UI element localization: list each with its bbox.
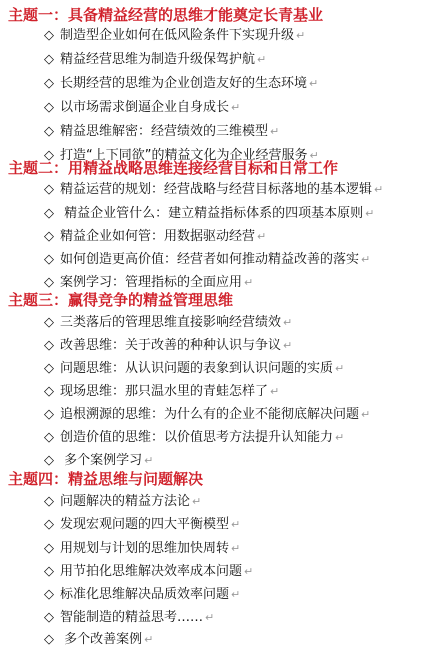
diamond-bullet-icon: ◇ xyxy=(44,124,54,139)
diamond-bullet-icon: ◇ xyxy=(44,541,54,556)
diamond-bullet-icon: ◇ xyxy=(44,315,54,330)
section-4-heading: 主题四：精益思维与问题解决 xyxy=(8,470,204,488)
diamond-bullet-icon: ◇ xyxy=(44,182,54,197)
section-4-item xyxy=(44,563,253,581)
section-3-item xyxy=(44,406,370,424)
section-3-item xyxy=(44,452,153,470)
section-3-heading: 主题三：赢得竞争的精益管理思维 xyxy=(8,291,234,309)
diamond-bullet-icon: ◇ xyxy=(44,610,54,625)
section-1-item xyxy=(44,75,318,93)
item-text: 问题解决的精益方法论 xyxy=(60,494,191,509)
item-text: 如何创造更高价值：经营者如何推动精益改善的落实 xyxy=(60,252,360,267)
section-1-heading: 主题一：具备精益经营的思维才能奠定长青基业 xyxy=(8,6,324,24)
paragraph-mark-icon: ↵ xyxy=(309,77,319,90)
section-2-item xyxy=(44,251,370,269)
paragraph-mark-icon: ↵ xyxy=(231,518,241,531)
item-text: 制造型企业如何在低风险条件下实现升级 xyxy=(60,28,295,43)
diamond-bullet-icon: ◇ xyxy=(44,453,54,468)
section-4-item xyxy=(44,586,240,604)
paragraph-mark-icon: ↵ xyxy=(231,101,241,114)
paragraph-mark-icon: ↵ xyxy=(365,207,375,220)
diamond-bullet-icon: ◇ xyxy=(44,275,54,290)
section-3-item xyxy=(44,429,344,447)
item-text: 多个案例学习 xyxy=(60,453,143,468)
paragraph-mark-icon: ↵ xyxy=(192,495,202,508)
diamond-bullet-icon: ◇ xyxy=(44,100,54,115)
section-1-item xyxy=(44,123,279,141)
diamond-bullet-icon: ◇ xyxy=(44,430,54,445)
item-text: 现场思维：那只温水里的青蛙怎样了 xyxy=(60,384,269,399)
section-1-item xyxy=(44,27,305,45)
section-3-item xyxy=(44,337,292,355)
diamond-bullet-icon: ◇ xyxy=(44,52,54,67)
section-1-item xyxy=(44,51,266,69)
section-3-item xyxy=(44,314,292,332)
item-text: 打造“上下同欲”的精益文化为企业经营服务 xyxy=(60,148,308,163)
section-4-item xyxy=(44,493,201,511)
section-3-item xyxy=(44,383,279,401)
item-text: 问题思维：从认识问题的表象到认识问题的实质 xyxy=(60,361,334,376)
item-text: 多个改善案例 xyxy=(60,632,143,647)
item-text: 精益思维解密：经营绩效的三维模型 xyxy=(60,124,269,139)
section-3-item xyxy=(44,360,344,378)
paragraph-mark-icon: ↵ xyxy=(244,565,254,578)
item-text: 长期经营的思维为企业创造友好的生态环境 xyxy=(60,76,308,91)
section-4-item xyxy=(44,631,153,649)
paragraph-mark-icon: ↵ xyxy=(231,542,241,555)
paragraph-mark-icon: ↵ xyxy=(283,316,293,329)
item-text: 追根溯源的思维：为什么有的企业不能彻底解决问题 xyxy=(60,407,360,422)
paragraph-mark-icon: ↵ xyxy=(205,611,215,624)
item-text: 发现宏观问题的四大平衡模型 xyxy=(60,517,230,532)
paragraph-mark-icon: ↵ xyxy=(144,454,154,467)
diamond-bullet-icon: ◇ xyxy=(44,148,54,163)
paragraph-mark-icon: ↵ xyxy=(257,230,267,243)
diamond-bullet-icon: ◇ xyxy=(44,632,54,647)
item-text: 案例学习：管理指标的全面应用 xyxy=(60,275,243,290)
diamond-bullet-icon: ◇ xyxy=(44,494,54,509)
paragraph-mark-icon: ↵ xyxy=(374,183,384,196)
diamond-bullet-icon: ◇ xyxy=(44,28,54,43)
section-2-item xyxy=(44,181,383,199)
section-4-item xyxy=(44,516,240,534)
item-text: 智能制造的精益思考…… xyxy=(60,610,204,625)
paragraph-mark-icon: ↵ xyxy=(335,431,345,444)
paragraph-mark-icon: ↵ xyxy=(270,385,280,398)
diamond-bullet-icon: ◇ xyxy=(44,76,54,91)
paragraph-mark-icon: ↵ xyxy=(244,276,254,289)
paragraph-mark-icon: ↵ xyxy=(309,149,319,162)
item-text: 以市场需求倒逼企业自身成长 xyxy=(60,100,230,115)
paragraph-mark-icon: ↵ xyxy=(257,53,267,66)
section-4-item xyxy=(44,540,240,558)
item-text: 精益企业如何管：用数据驱动经营 xyxy=(60,229,256,244)
section-1-item xyxy=(44,99,240,117)
paragraph-mark-icon: ↵ xyxy=(296,29,306,42)
diamond-bullet-icon: ◇ xyxy=(44,206,54,221)
item-text: 标准化思维解决品质效率问题 xyxy=(60,587,230,602)
item-text: 改善思维：关于改善的种种认识与争议 xyxy=(60,338,282,353)
diamond-bullet-icon: ◇ xyxy=(44,338,54,353)
section-2-heading: 主题二：用精益战略思维连接经营目标和日常工作 xyxy=(8,159,339,177)
paragraph-mark-icon: ↵ xyxy=(144,633,154,646)
paragraph-mark-icon: ↵ xyxy=(335,362,345,375)
diamond-bullet-icon: ◇ xyxy=(44,587,54,602)
item-text: 用节拍化思维解决效率成本问题 xyxy=(60,564,243,579)
paragraph-mark-icon: ↵ xyxy=(231,588,241,601)
item-text: 三类落后的管理思维直接影响经营绩效 xyxy=(60,315,282,330)
diamond-bullet-icon: ◇ xyxy=(44,229,54,244)
diamond-bullet-icon: ◇ xyxy=(44,361,54,376)
paragraph-mark-icon: ↵ xyxy=(283,339,293,352)
diamond-bullet-icon: ◇ xyxy=(44,564,54,579)
diamond-bullet-icon: ◇ xyxy=(44,252,54,267)
diamond-bullet-icon: ◇ xyxy=(44,384,54,399)
diamond-bullet-icon: ◇ xyxy=(44,517,54,532)
item-text: 精益经营思维为制造升级保驾护航 xyxy=(60,52,256,67)
section-2-item xyxy=(44,228,266,246)
item-text: 用规划与计划的思维加快周转 xyxy=(60,541,230,556)
paragraph-mark-icon: ↵ xyxy=(361,253,371,266)
item-text: 创造价值的思维：以价值思考方法提升认知能力 xyxy=(60,430,334,445)
paragraph-mark-icon: ↵ xyxy=(270,125,280,138)
paragraph-mark-icon: ↵ xyxy=(361,408,371,421)
section-4-item xyxy=(44,609,214,627)
item-text: 精益运营的规划：经营战略与经营目标落地的基本逻辑 xyxy=(60,182,373,197)
diamond-bullet-icon: ◇ xyxy=(44,407,54,422)
section-2-item xyxy=(44,205,374,223)
item-text: 精益企业管什么：建立精益指标体系的四项基本原则 xyxy=(60,206,364,221)
